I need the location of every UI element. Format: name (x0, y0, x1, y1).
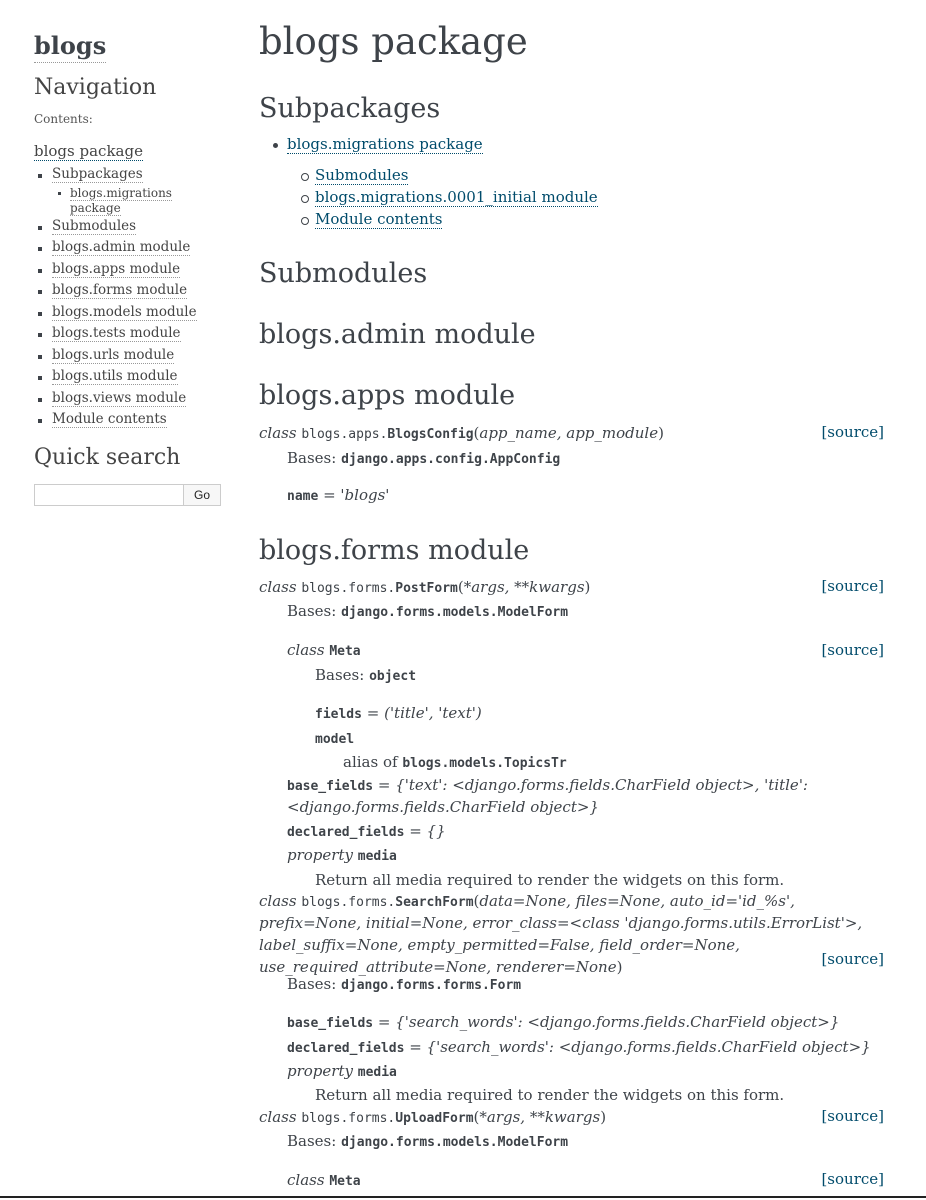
subpackage-child-link[interactable]: Module contents (315, 210, 443, 228)
signature-continuation: use_required_attribute=None, renderer=None) (259, 958, 623, 976)
list-item (287, 135, 483, 153)
attribute-name: base_fields = {'search_words': <django.forms.fields.CharField object>} (287, 1013, 840, 1031)
quick-search-heading: Quick search (34, 444, 181, 470)
contents-label: Contents: (34, 112, 93, 126)
page-title: blogs package (259, 20, 528, 63)
submodules-heading: Submodules (259, 258, 428, 289)
toc-list (34, 164, 224, 431)
sidebar (34, 30, 224, 506)
subpackage-child-link[interactable]: blogs.migrations.0001_initial module (315, 188, 598, 206)
signature-continuation: prefix=None, initial=None, error_class=<class 'django.forms.utils.ErrorList'>, (259, 914, 863, 932)
forms-module-heading: blogs.forms module (259, 535, 530, 566)
list-item (315, 166, 408, 184)
subpackage-child-link[interactable]: Submodules (315, 166, 409, 184)
class-name: SearchForm (395, 895, 474, 910)
toc-blogs-package[interactable]: blogs package (34, 142, 143, 160)
toc-item (34, 409, 224, 431)
toc-blogs-apps[interactable]: blogs.apps module (52, 260, 181, 277)
apps-module-heading: blogs.apps module (259, 380, 516, 411)
subpackage-link[interactable]: blogs.migrations package (287, 135, 483, 153)
meta-signature: class Meta (287, 641, 361, 659)
toc-item (34, 237, 224, 259)
toc-item (34, 366, 224, 388)
bases-line: Bases: django.forms.models.ModelForm (287, 602, 569, 620)
toc-item (34, 345, 224, 367)
blogsconfig-signature: class blogs.apps.BlogsConfig(app_name, app_module) (259, 424, 664, 442)
signature-continuation: label_suffix=None, empty_permitted=False, field_order=None, (259, 936, 740, 954)
bases-line: Bases: django.forms.models.ModelForm (287, 1132, 569, 1150)
source-link[interactable]: [source] (821, 641, 884, 659)
search-input[interactable] (34, 484, 184, 506)
attribute-name: base_fields = {'text': <django.forms.fields.CharField object>, 'title': (287, 776, 808, 794)
toc-item (34, 280, 224, 302)
toc-item (34, 302, 224, 324)
list-item (315, 188, 598, 206)
attribute-name: name = 'blogs' (287, 486, 390, 504)
search-form (34, 484, 224, 506)
attribute-name: declared_fields = {} (287, 822, 446, 840)
navigation-heading: Navigation (34, 75, 157, 100)
class-name: BlogsConfig (387, 427, 474, 442)
source-link[interactable]: [source] (821, 577, 884, 595)
bases-line: Bases: django.forms.forms.Form (287, 975, 522, 993)
toc-blogs-migrations-package[interactable]: blogs.migrations package (70, 185, 172, 215)
property-signature: property media (287, 846, 397, 864)
toc-module-contents[interactable]: Module contents (52, 411, 167, 427)
attribute-name: fields = ('title', 'text') (315, 704, 482, 722)
attribute-value-continuation: <django.forms.fields.CharField object>} (287, 798, 599, 816)
toc-blogs-urls[interactable]: blogs.urls module (52, 346, 175, 363)
meta-signature: class Meta (287, 1171, 361, 1189)
toc-blogs-forms[interactable]: blogs.forms module (52, 282, 188, 298)
window-bottom-border (0, 1196, 926, 1198)
toc-blogs-admin[interactable]: blogs.admin module (52, 239, 191, 255)
sidebar-logo-link[interactable]: blogs (34, 30, 106, 63)
uploadform-signature: class blogs.forms.UploadForm(*args, **kwargs) (259, 1108, 607, 1126)
bases-line: Bases: django.apps.config.AppConfig (287, 449, 561, 467)
property-description: Return all media required to render the widgets on this form. (315, 871, 785, 889)
source-link[interactable]: [source] (821, 423, 884, 441)
toc-blogs-views[interactable]: blogs.views module (52, 389, 187, 406)
toc-submodules[interactable]: Submodules (52, 217, 137, 234)
toc-item (34, 164, 224, 216)
postform-signature: class blogs.forms.PostForm(*args, **kwargs) (259, 578, 591, 596)
source-link[interactable]: [source] (821, 1107, 884, 1125)
source-link[interactable]: [source] (821, 1170, 884, 1188)
toc-blogs-models[interactable]: blogs.models module (52, 303, 197, 320)
alias-line: alias of blogs.models.TopicsTr (343, 753, 567, 771)
go-button[interactable]: Go (184, 484, 221, 506)
searchform-signature: class blogs.forms.SearchForm(data=None, files=None, auto_id='id_%s', (259, 892, 795, 910)
class-name: UploadForm (395, 1111, 474, 1126)
class-name: PostForm (395, 581, 458, 596)
bases-line: Bases: object (315, 666, 417, 684)
attribute-name: declared_fields = {'search_words': <django.forms.fields.CharField object>} (287, 1038, 871, 1056)
source-link[interactable]: [source] (821, 950, 884, 968)
toc-item (34, 388, 224, 410)
toc-item (34, 323, 224, 345)
toc-subpackages[interactable]: Subpackages (52, 166, 143, 182)
attribute-name: model (315, 732, 355, 747)
admin-module-heading: blogs.admin module (259, 319, 536, 350)
toc-blogs-tests[interactable]: blogs.tests module (52, 325, 181, 341)
property-signature: property media (287, 1062, 397, 1080)
subpackages-heading: Subpackages (259, 93, 441, 124)
property-description: Return all media required to render the widgets on this form. (315, 1086, 785, 1104)
toc-blogs-utils[interactable]: blogs.utils module (52, 368, 178, 384)
toc-item (34, 259, 224, 281)
toc-item (52, 186, 224, 216)
toc-item (34, 216, 224, 238)
list-item (315, 210, 442, 228)
